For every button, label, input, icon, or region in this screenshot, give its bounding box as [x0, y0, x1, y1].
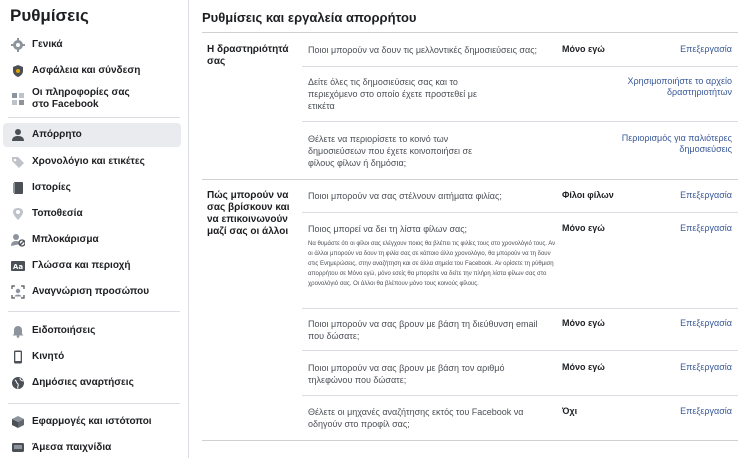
section-title-your-activity: Η δραστηριότητά σας	[207, 44, 289, 67]
sidebar-item-label: Ιστορίες	[32, 182, 71, 193]
block-user-icon	[11, 233, 25, 247]
sidebar-item-security[interactable]	[3, 62, 181, 80]
sidebar-item-label: Εφαρμογές και ιστότοποι	[32, 416, 152, 427]
setting-question: Δείτε όλες τις δημοσιεύσεις σας και το περιεχόμενο στο οποίο έχετε προστεθεί με ετικέτα	[308, 77, 477, 111]
sidebar-divider	[8, 311, 180, 312]
sidebar-item-location[interactable]	[3, 205, 181, 223]
settings-sidebar	[0, 0, 189, 458]
sidebar-item-instant-games[interactable]	[3, 439, 181, 457]
setting-value: Φίλοι φίλων	[562, 190, 614, 200]
sidebar-item-label: Γλώσσα και περιοχή	[32, 260, 131, 271]
setting-value: Μόνο εγώ	[562, 362, 605, 372]
sidebar-item-stories[interactable]	[3, 179, 181, 197]
setting-question-text: Ποιος μπορεί να δει τη λίστα φίλων σας;	[308, 224, 468, 234]
sidebar-divider	[8, 403, 180, 404]
sidebar-item-label: Γενικά	[32, 39, 63, 50]
sidebar-title: Ρυθμίσεις	[10, 6, 89, 25]
setting-note: Να θυμάστε ότι οι φίλοι σας ελέγχουν ποιος θα βλέπει τις φιλίες τους στο χρονολόγιό τους. Αν οι άλλοι μπορούν να δουν τη φιλία σας σε κάποιο άλλο χρονολόγιο, θα μπορούν να τη δουν στις Ενημερώσεις, στην αναζήτηση και σε άλλα σημεία του Facebook. Αν ορίσετε τη ρύθμιση απορρήτου σε Μόνο εγώ, μόνο εσείς θα μπορείτε να δείτε την πλήρη λίστα φίλων σας στο χρονολόγιό σας. Οι άλλοι θα βλέπουν μόνο τους κοινούς φίλους.	[308, 241, 556, 287]
sidebar-item-privacy[interactable]	[3, 123, 181, 147]
setting-question: Θέλετε να περιορίσετε το κοινό των δημοσιεύσεων που έχετε κοινοποιήσει σε φίλους φίλων ή δημόσια;	[308, 134, 473, 168]
setting-value: Μόνο εγώ	[562, 318, 605, 328]
sidebar-item-label: Μπλοκάρισμα	[32, 234, 99, 245]
sidebar-item-notifications[interactable]	[3, 322, 181, 340]
bell-icon	[11, 324, 25, 338]
sidebar-item-label: Ασφάλεια και σύνδεση	[32, 65, 141, 76]
setting-question: Ποιοι μπορούν να σας βρουν με βάση τη διεύθυνση email που δώσατε;	[308, 319, 538, 341]
setting-value: Μόνο εγώ	[562, 44, 605, 54]
sidebar-item-label: Οι πληροφορίες σας στο Facebook	[32, 87, 130, 110]
sidebar-item-timeline-tagging[interactable]	[3, 153, 181, 171]
sidebar-item-label: Άμεσα παιχνίδια	[32, 442, 112, 453]
edit-future-posts-link[interactable]: Επεξεργασία	[680, 44, 732, 54]
edit-friends-list-link[interactable]: Επεξεργασία	[680, 223, 732, 233]
setting-question: Ποιοι μπορούν να σας βρουν με βάση τον αριθμό τηλεφώνου που δώσατε;	[308, 363, 505, 385]
edit-search-engines-link[interactable]: Επεξεργασία	[680, 406, 732, 416]
gear-icon	[11, 38, 25, 52]
row-divider	[302, 121, 738, 122]
sidebar-item-label: Αναγνώριση προσώπου	[32, 286, 150, 297]
setting-question: Ποιοι μπορούν να σας στέλνουν αιτήματα φιλίας;	[308, 191, 502, 201]
row-divider	[302, 66, 738, 67]
setting-value: Μόνο εγώ	[562, 223, 605, 233]
setting-question-friends-list	[308, 223, 558, 289]
sidebar-item-public-posts[interactable]	[3, 374, 181, 392]
lock-person-icon	[11, 128, 25, 142]
edit-friend-requests-link[interactable]: Επεξεργασία	[680, 190, 732, 200]
edit-phone-lookup-link[interactable]: Επεξεργασία	[680, 362, 732, 372]
mobile-icon	[11, 350, 25, 364]
location-pin-icon	[11, 207, 25, 221]
edit-email-lookup-link[interactable]: Επεξεργασία	[680, 318, 732, 328]
sidebar-item-blocking[interactable]	[3, 231, 181, 249]
setting-question: Ποιοι μπορούν να δουν τις μελλοντικές δημοσιεύσεις σας;	[308, 45, 538, 55]
row-divider	[302, 350, 738, 351]
language-icon	[11, 259, 25, 273]
tag-icon	[11, 155, 25, 169]
title-divider	[202, 32, 738, 33]
globe-icon	[11, 376, 25, 390]
row-divider	[302, 308, 738, 309]
sidebar-item-face-recognition[interactable]	[3, 283, 181, 301]
page-title: Ρυθμίσεις και εργαλεία απορρήτου	[202, 10, 417, 25]
sidebar-item-label: Ειδοποιήσεις	[32, 325, 96, 336]
sidebar-item-general[interactable]	[3, 36, 181, 54]
sidebar-item-label: Χρονολόγιο και ετικέτες	[32, 156, 145, 167]
face-recognition-icon	[11, 285, 25, 299]
game-icon	[11, 441, 25, 455]
apps-icon	[11, 415, 25, 429]
sidebar-item-label: Απόρρητο	[32, 129, 82, 140]
sidebar-item-mobile[interactable]	[3, 348, 181, 366]
privacy-settings-panel	[190, 0, 750, 458]
grid-icon	[11, 92, 25, 106]
activity-log-link[interactable]: Χρησιμοποιήστε το αρχείο δραστηριοτήτων	[627, 76, 732, 97]
setting-value: Όχι	[562, 406, 578, 416]
sidebar-item-language[interactable]	[3, 257, 181, 275]
section-divider	[202, 179, 738, 180]
setting-question: Θέλετε οι μηχανές αναζήτησης εκτός του Facebook να οδηγούν στο προφίλ σας;	[308, 407, 524, 429]
sidebar-item-label: Κινητό	[32, 351, 65, 362]
sidebar-item-label: Τοποθεσία	[32, 208, 83, 219]
section-title-how-people-find-you: Πώς μπορούν να σας βρίσκουν και να επικοινωνούν μαζί σας οι άλλοι	[207, 190, 290, 237]
book-icon	[11, 181, 25, 195]
sidebar-item-your-information[interactable]	[3, 86, 181, 112]
sidebar-item-apps-websites[interactable]	[3, 413, 181, 431]
sidebar-item-label: Δημόσιες αναρτήσεις	[32, 377, 134, 388]
row-divider	[302, 212, 738, 213]
sidebar-divider	[8, 117, 180, 118]
shield-icon	[11, 64, 25, 78]
limit-past-posts-link[interactable]: Περιορισμός για παλιότερες δημοσιεύσεις	[621, 133, 732, 154]
row-divider	[302, 395, 738, 396]
svg-text:Aa: Aa	[12, 263, 24, 271]
section-divider	[202, 440, 738, 441]
